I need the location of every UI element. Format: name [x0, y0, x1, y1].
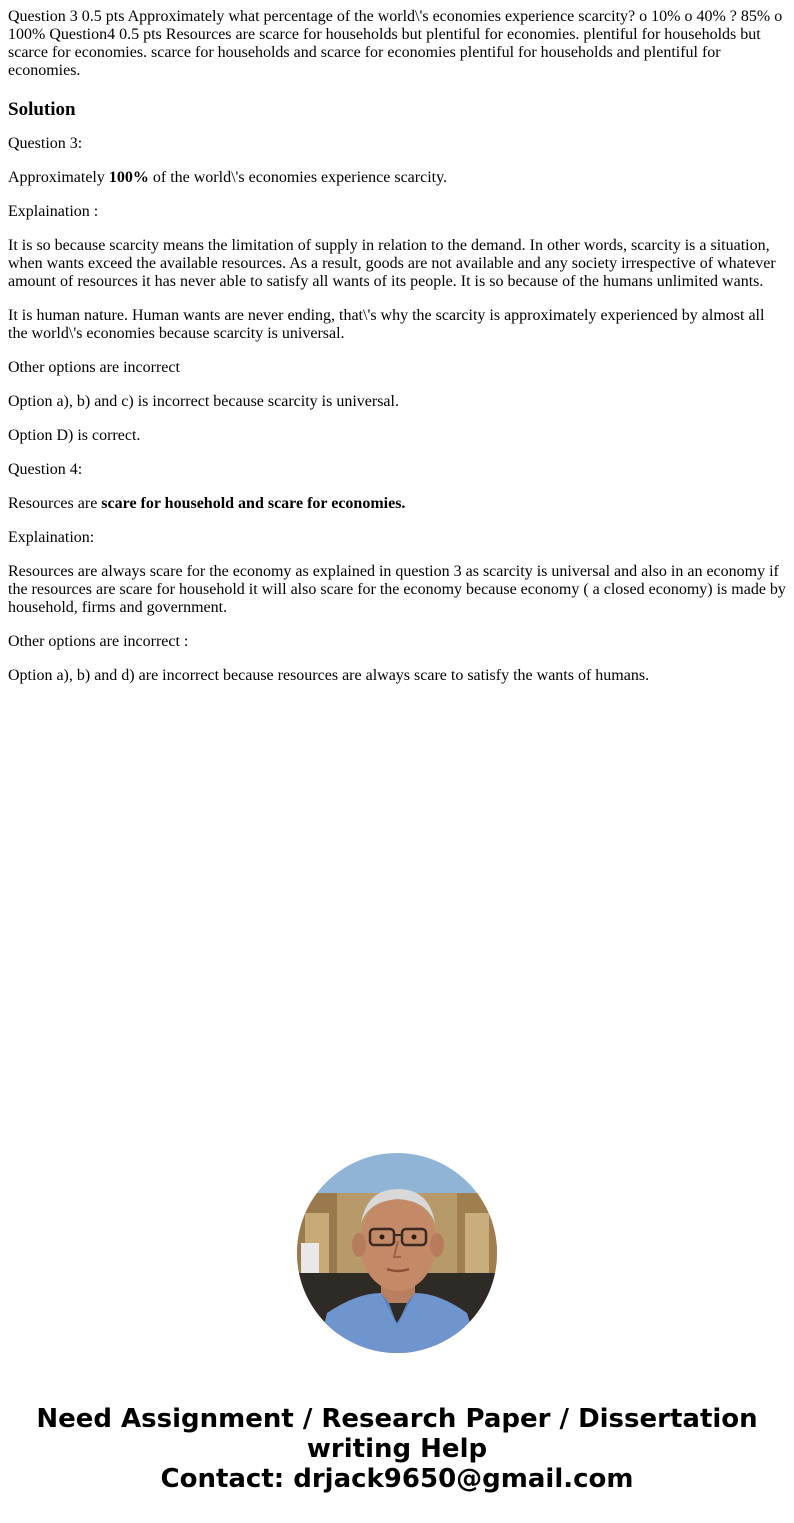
q4-label: Question 4: — [8, 461, 83, 478]
q4-paragraph-1: Resources are always scare for the economy as explained in question 3 as scarcity is universal and also in an economy if the resources are scare for household it will also scare for the economy because economy ( a closed economy) is made by household, firms and government. — [8, 563, 786, 616]
author-avatar — [297, 1153, 497, 1353]
q4-answer-prefix: Resources are — [8, 495, 102, 512]
solution-heading: Solution — [8, 99, 76, 120]
document-body — [8, 8, 786, 701]
q3-label: Question 3: — [8, 135, 83, 152]
q3-paragraph-1: It is so because scarcity means the limitation of supply in relation to the demand. In other words, scarcity is a situation, when wants exceed the available resources. As a result, goods are not available and any society irrespective of whatever amount of resources it has never able to satisfy all wants of its people. It is so because of the humans unlimited wants. — [8, 237, 776, 290]
q3-other-options: Other options are incorrect — [8, 359, 180, 376]
q4-explanation-label: Explaination: — [8, 529, 95, 546]
q4-option-incorrect: Option a), b) and d) are incorrect because resources are always scare to satisfy the wants of humans. — [8, 667, 650, 684]
q3-paragraph-2: It is human nature. Human wants are never ending, that\'s why the scarcity is approximately experienced by almost all the world\'s economies because scarcity is universal. — [8, 307, 765, 342]
q4-answer — [8, 495, 786, 513]
q4-answer-bold: scare for household and scare for economies. — [101, 495, 406, 512]
q4-other-options: Other options are incorrect : — [8, 633, 189, 650]
q3-answer-suffix: of the world\'s economies experience scarcity. — [148, 169, 448, 186]
q3-explanation-label: Explaination : — [8, 203, 99, 220]
q3-answer-bold: 100% — [108, 169, 149, 186]
promo-banner — [0, 1404, 794, 1494]
question-text: Question 3 0.5 pts Approximately what percentage of the world\'s economies experience scarcity? o 10% o 40% ? 85% o 100% Question4 0.5 pts Resources are scarce for households but plentiful for economies. plentiful for households but scarce for economies. scarce for households and scarce for economies plentiful for households and plentiful for economies. — [8, 8, 783, 79]
q3-option-correct: Option D) is correct. — [8, 427, 141, 444]
promo-line-1: Need Assignment / Research Paper / Dissertation — [36, 1404, 758, 1434]
q3-option-incorrect: Option a), b) and c) is incorrect because scarcity is universal. — [8, 393, 399, 410]
promo-contact: Contact: drjack9650@gmail.com — [160, 1464, 634, 1494]
promo-line-2: writing Help — [306, 1434, 488, 1464]
q3-answer-prefix: Approximately — [8, 169, 109, 186]
q3-answer — [8, 169, 786, 187]
author-photo — [297, 1153, 497, 1353]
